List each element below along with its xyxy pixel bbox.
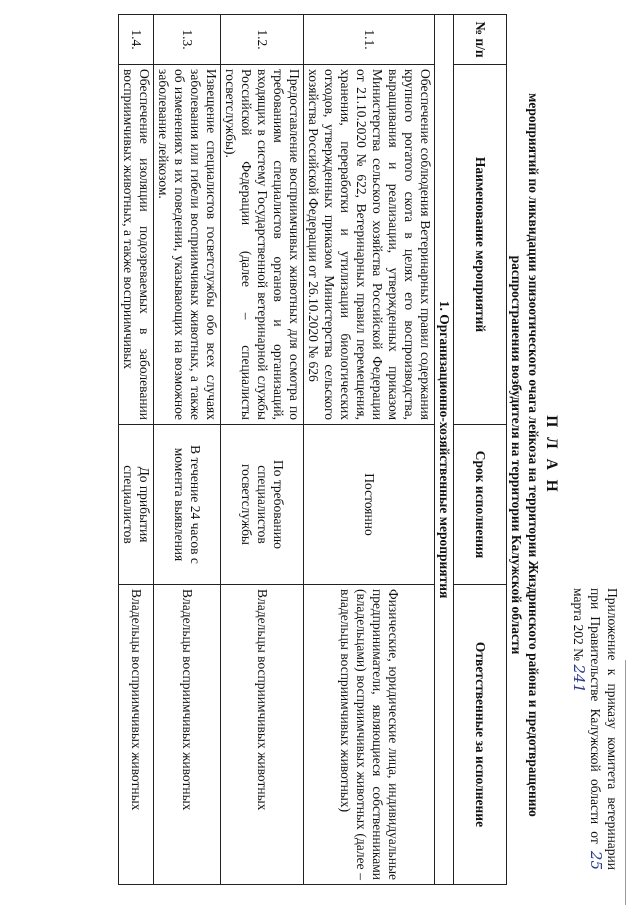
row-resp: Владельцы восприимчивых животных	[119, 585, 154, 885]
handwritten-day: 25	[587, 850, 605, 870]
title-subtitle-2: распространения возбудителя на территории Калужской области	[509, 255, 524, 655]
table-row	[154, 15, 221, 885]
section-row	[435, 15, 454, 885]
row-resp: Физические, юридические лица, индивидуальные предприниматели, являющиеся собственниками (владельцами) восприимчивых животных (далее – владельцы восприимчивых животных)	[304, 585, 435, 885]
plan-title	[508, 40, 561, 870]
scan-edge-line	[625, 660, 626, 905]
title-plan: П Л А Н	[543, 415, 560, 495]
table-header-row	[454, 15, 507, 885]
row-name: Обеспечение изоляции подозреваемых в заболевании восприимчивых животных, а также восприимчивых	[119, 65, 154, 425]
table-row	[119, 15, 154, 885]
appendix-note	[570, 588, 621, 870]
plan-table-wrap	[118, 14, 507, 884]
row-term: До прибытия специалистов	[119, 425, 154, 585]
row-num: 1.1.	[304, 15, 435, 65]
row-resp: Владельцы восприимчивых животных	[154, 585, 221, 885]
row-num: 1.2.	[221, 15, 304, 65]
appendix-line1: Приложение к приказу комитета ветеринарии при Правительстве	[588, 588, 620, 870]
row-resp: Владельцы восприимчивых животных	[221, 585, 304, 885]
row-num: 1.3.	[154, 15, 221, 65]
appendix-number-label: №	[571, 644, 586, 665]
row-term: В течение 24 часов с момента выявления	[154, 425, 221, 585]
appendix-line2-prefix: Калужской области от	[588, 708, 603, 851]
title-subtitle-1: мероприятий по ликвидации эпизоотического очага лейкоза на территории Жиздринского района и предотвращению	[526, 93, 541, 817]
row-name: Обеспечение соблюдения Ветеринарных правил содержания крупного рогатого скота в целях его воспроизводства, выращивания и реализации, утвержденных приказом Министерства сельского хозяйства Российской Федерации от 21.10.2020 № 622, Ветеринарных правил перемещения, хранения, переработки и утилизации биологических отходов, утвержденных приказом Министерства сельского хозяйства Российской Федерации от 26.10.2020 № 626	[304, 65, 435, 425]
row-num: 1.4.	[119, 15, 154, 65]
plan-table	[118, 14, 507, 885]
appendix-line2-mid: марта 202	[571, 588, 586, 645]
header-num: № п/п	[454, 15, 507, 65]
row-term: Постоянно	[304, 425, 435, 585]
handwritten-number: 241	[570, 664, 588, 693]
header-resp: Ответственные за исполнение	[454, 585, 507, 885]
header-term: Срок исполнения	[454, 425, 507, 585]
table-row	[304, 15, 435, 885]
row-name: Предоставление восприимчивых животных для осмотра по требованиям специалистов органов и организаций, входящих в систему Государственной ветеринарной службы Российской Федерации (далее – специалисты госветслужбы).	[221, 65, 304, 425]
header-name: Наименование мероприятий	[454, 65, 507, 425]
table-row	[221, 15, 304, 885]
row-term: По требованию специалистов госветслужбы	[221, 425, 304, 585]
row-name: Извещение специалистов госветслужбы обо всех случаях заболевания или гибели восприимчивых животных, а также об изменениях в их поведении, указывающих на возможное заболевание лейкозом.	[154, 65, 221, 425]
section-title: 1. Организационно-хозяйственные мероприятия	[435, 15, 454, 885]
